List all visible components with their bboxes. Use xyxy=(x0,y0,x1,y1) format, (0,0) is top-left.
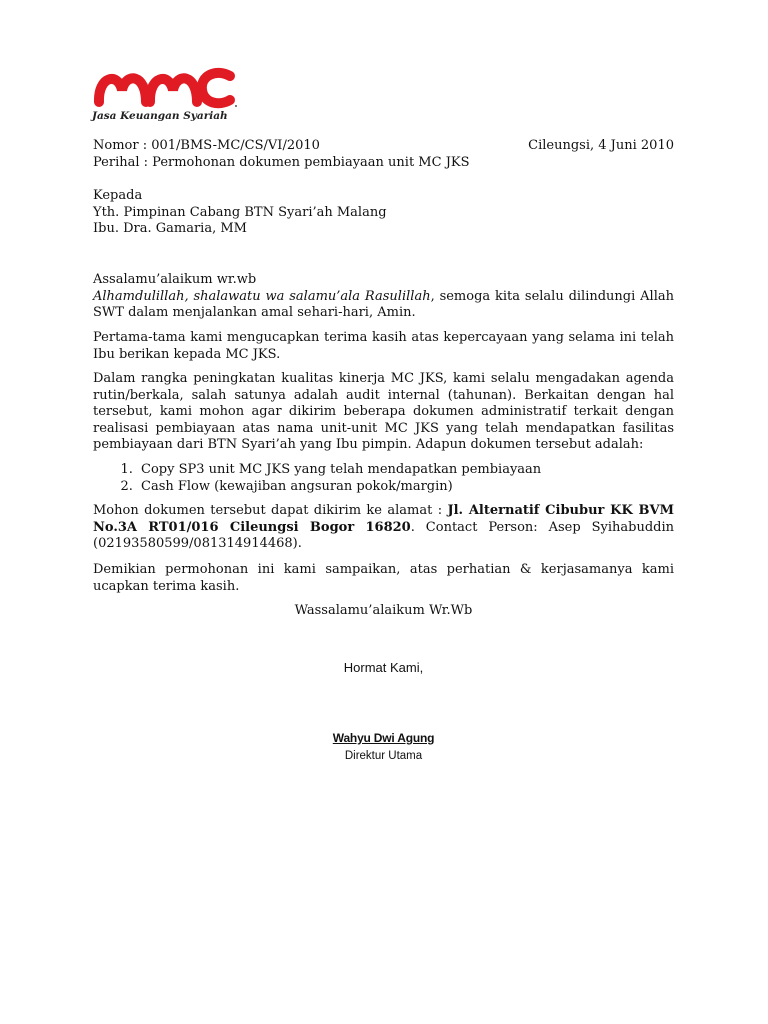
signatory-name-text: Wahyu Dwi Agung xyxy=(332,731,435,745)
contact-person: . Contact Person: Asep Syihabuddin (02193580599/081314914468). xyxy=(93,519,674,552)
letter-number: Nomor : 001/BMS-MC/CS/VI/2010 xyxy=(93,138,320,153)
mailing-address: Jl. Alternatif Cibubur KK BVM No.3A RT01/016 Cileungsi Bogor 16820 xyxy=(93,503,675,535)
letter-date: Cileungsi, 4 Juni 2010 xyxy=(528,138,674,153)
list-item: 1. Copy SP3 unit MC JKS yang telah mendapatkan pembiayaan xyxy=(137,462,674,479)
paragraph-request: Dalam rangka peningkatan kualitas kinerja MC JKS, kami selalu mengadakan agenda rutin/berkala, salah satunya adalah audit internal (tahunan). Berkaitan dengan hal tersebut, kami mohon agar dikirim beberapa dokumen administratif terkait dengan realisasi pembiayaan atas nama unit-unit MC JKS yang telah mendapatkan fasilitas pembiayaan dari BTN Syari’ah yang Ibu pimpin. Adapun dokumen tersebut adalah: xyxy=(93,371,674,453)
paragraph-thanks: Pertama-tama kami mengucapkan terima kasih atas kepercayaan yang selama ini telah Ibu berikan kepada MC JKS. xyxy=(93,330,674,362)
greeting: Assalamu’alaikum wr.wb xyxy=(93,272,257,287)
paragraph-closing: Demikian permohonan ini kami sampaikan, atas perhatian & kerjasamanya kami ucapkan terima kasih. xyxy=(93,562,674,594)
signature-regards: Hormat Kami, xyxy=(343,660,424,675)
letter-subject: Perihal : Permohonan dokumen pembiayaan unit MC JKS xyxy=(93,154,470,170)
company-tagline: Jasa Keuangan Syariah xyxy=(92,110,228,122)
recipient-line-1: Kepada xyxy=(93,188,143,203)
paragraph-address xyxy=(93,503,674,553)
document-list xyxy=(93,462,674,495)
signatory-name xyxy=(93,730,674,747)
signatory-title: Direktur Utama xyxy=(344,750,423,762)
letter-meta xyxy=(93,138,674,171)
recipient-line-2: Yth. Pimpinan Cabang BTN Syari’ah Malang xyxy=(93,204,387,220)
opening-rest: , semoga kita selalu dilindungi Allah SWT dalam menjalankan amal sehari-hari, Amin. xyxy=(93,288,674,321)
opening-italic: Alhamdulillah, shalawatu wa salamu’ala Rasulillah xyxy=(93,288,431,304)
address-intro: Mohon dokumen tersebut dapat dikirim ke alamat : xyxy=(93,503,448,518)
mc-logo-icon xyxy=(92,62,242,110)
closing-salutation: Wassalamu’alaikum Wr.Wb xyxy=(294,603,473,618)
recipient-line-3: Ibu. Dra. Gamaria, MM xyxy=(93,221,247,237)
letter-body xyxy=(93,272,674,322)
recipient-block xyxy=(93,188,674,238)
list-item: 2. Cash Flow (kewajiban angsuran pokok/margin) xyxy=(137,479,674,496)
paragraph-opening xyxy=(93,289,674,322)
